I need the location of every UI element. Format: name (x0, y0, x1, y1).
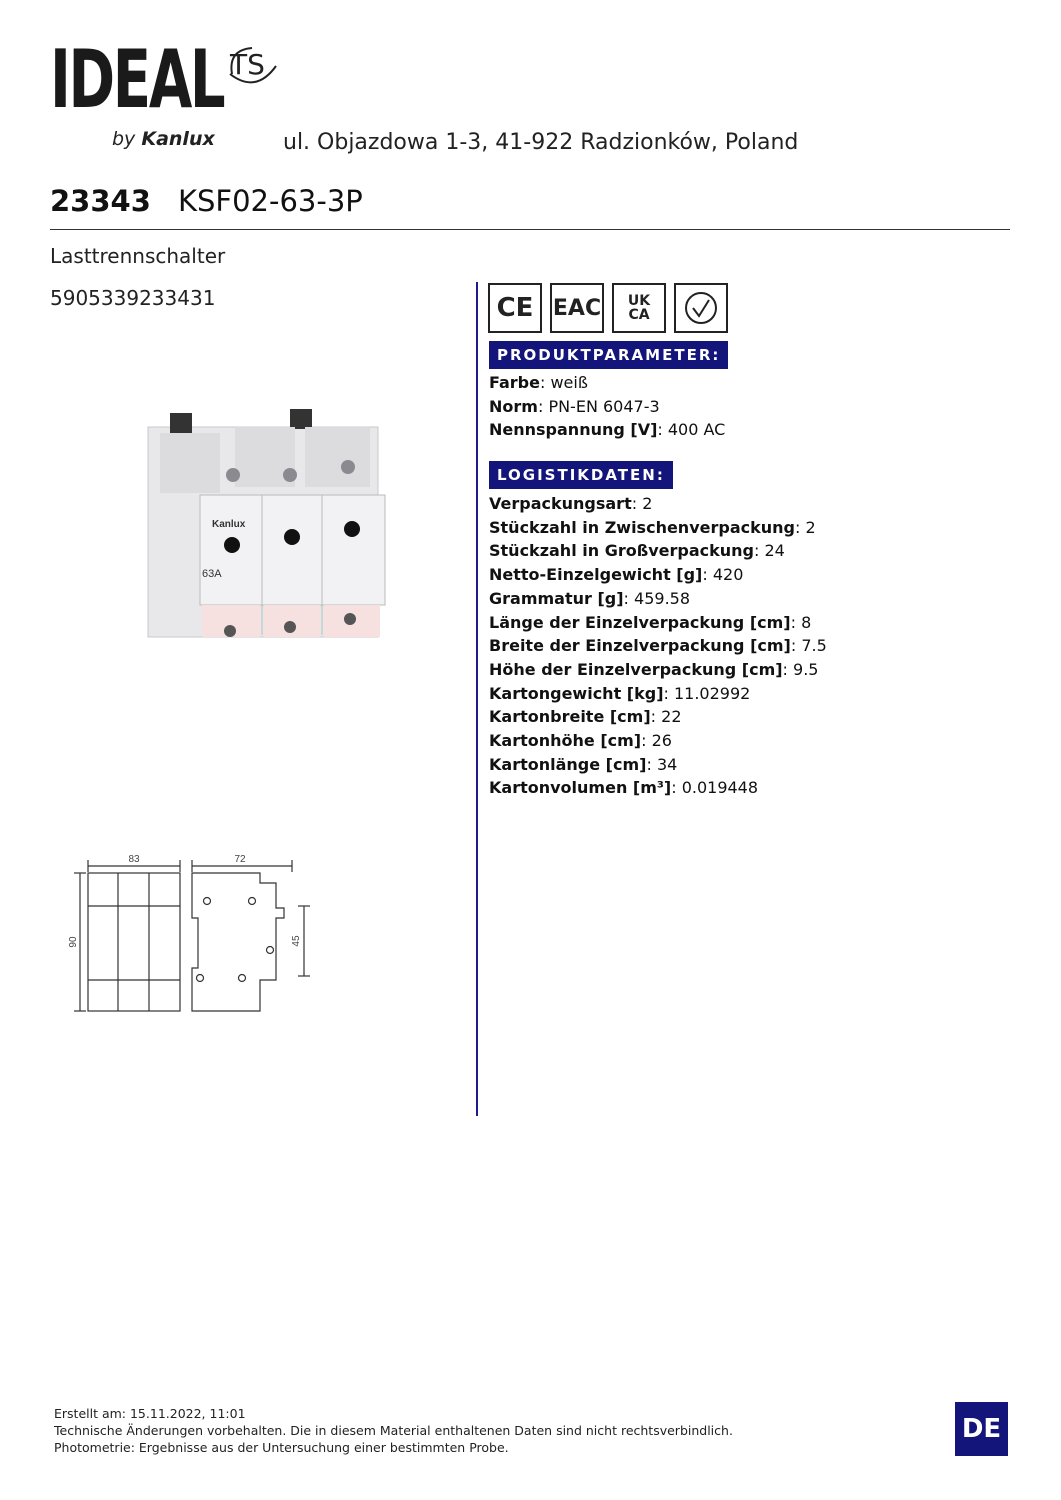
footer-created: Erstellt am: 15.11.2022, 11:01 (54, 1406, 246, 1421)
technical-drawing (60, 848, 320, 1018)
photo-rating-label: 63A (202, 568, 222, 580)
product-category: Lasttrennschalter (50, 244, 226, 268)
rohs-check-symbol-icon (683, 290, 719, 326)
footer-disclaimer: Technische Änderungen vorbehalten. Die in diesem Material enthaltenen Daten sind nicht rechtsverbindlich. (54, 1423, 733, 1438)
brand-byline (112, 128, 215, 150)
logistics-row: Kartonvolumen [m³]: 0.019448 (489, 778, 759, 798)
logo-ts-text: TS (230, 48, 265, 81)
footer-photometry: Photometrie: Ergebnisse aus der Untersuchung einer bestimmten Probe. (54, 1440, 509, 1455)
logistics-value: 0.019448 (681, 778, 759, 798)
logistics-value: 34 (656, 754, 678, 774)
param-label: Nennspannung [V] (489, 420, 658, 440)
eac-mark-icon (550, 283, 604, 333)
ukca-mark-icon (612, 283, 666, 333)
logistics-list (489, 492, 827, 800)
logistics-label: Kartonlänge [cm] (489, 754, 647, 774)
logistics-row: Höhe der Einzelverpackung [cm]: 9.5 (489, 659, 819, 679)
logistics-label: Länge der Einzelverpackung [cm] (489, 612, 791, 632)
dim-depth-label: 72 (234, 854, 246, 865)
param-value: weiß (550, 373, 588, 392)
param-label: Norm (489, 396, 538, 416)
logistics-heading: LOGISTIKDATEN: (489, 461, 673, 489)
company-address: ul. Objazdowa 1-3, 41-922 Radzionków, Poland (283, 130, 799, 155)
logistics-label: Verpackungsart (489, 494, 632, 513)
logistics-label: Kartonbreite [cm] (489, 707, 651, 727)
logistics-label: Kartongewicht [kg] (489, 683, 664, 703)
logistics-value: 11.02992 (673, 683, 751, 703)
logistics-value: 459.58 (634, 588, 691, 608)
logistics-row: Grammatur [g]: 459.58 (489, 588, 691, 608)
eac-mark-text: EAC (552, 295, 602, 321)
logistics-row: Kartongewicht [kg]: 11.02992 (489, 683, 751, 703)
param-label: Farbe (489, 373, 540, 392)
logistics-row: Kartonhöhe [cm]: 26 (489, 731, 672, 751)
ukca-mark-text: UK CA (627, 293, 651, 323)
logistics-label: Kartonhöhe [cm] (489, 731, 642, 751)
logistics-label: Breite der Einzelverpackung [cm] (489, 636, 791, 656)
column-divider (476, 282, 478, 1116)
logistics-row: Länge der Einzelverpackung [cm]: 8 (489, 612, 812, 632)
product-photo (140, 405, 390, 660)
logistics-label: Netto-Einzelgewicht [g] (489, 565, 703, 585)
logistics-row: Stückzahl in Zwischenverpackung: 2 (489, 517, 816, 537)
logistics-label: Höhe der Einzelverpackung [cm] (489, 659, 783, 679)
logistics-label: Kartonvolumen [m³] (489, 778, 672, 798)
logistics-row: Breite der Einzelverpackung [cm]: 7.5 (489, 636, 827, 656)
dim-inner-label: 45 (291, 935, 302, 947)
logistics-value: 420 (712, 565, 744, 585)
language-badge: DE (955, 1402, 1008, 1456)
logistics-value: 2 (805, 517, 816, 537)
photo-brand-label: Kanlux (212, 519, 246, 530)
product-name: KSF02-63-3P (178, 184, 363, 218)
param-value: PN-EN 6047-3 (548, 396, 660, 416)
dim-width-label: 83 (128, 854, 140, 865)
product-ean: 5905339233431 (50, 286, 216, 310)
logistics-row: Netto-Einzelgewicht [g]: 420 (489, 565, 744, 585)
param-row: Nennspannung [V]: 400 AC (489, 420, 726, 440)
title-divider (50, 229, 1010, 230)
logistics-row: Verpackungsart: 2 (489, 494, 653, 513)
param-row: Farbe: weiß (489, 373, 588, 392)
param-row: Norm: PN-EN 6047-3 (489, 396, 660, 416)
logo-by-text: by (112, 128, 136, 150)
param-value: 400 AC (667, 420, 726, 440)
logistics-value: 8 (801, 612, 812, 632)
rohs-check-icon (674, 283, 728, 333)
logo-swoosh-icon (226, 44, 280, 90)
product-parameters-heading: PRODUKTPARAMETER: (489, 341, 728, 369)
ce-mark-icon (488, 283, 542, 333)
logistics-label: Stückzahl in Großverpackung (489, 541, 754, 561)
logistics-value: 2 (642, 494, 653, 513)
product-parameters-list (489, 371, 725, 442)
logistics-label: Stückzahl in Zwischenverpackung (489, 517, 795, 537)
logistics-row: Kartonbreite [cm]: 22 (489, 707, 682, 727)
page-footer (54, 1405, 733, 1456)
brand-logo: IDEAL (50, 33, 224, 126)
product-code: 23343 (50, 184, 151, 218)
logistics-label: Grammatur [g] (489, 588, 624, 608)
logistics-row: Kartonlänge [cm]: 34 (489, 754, 678, 774)
ce-mark-text: CE (496, 293, 534, 323)
logistics-value: 9.5 (793, 659, 819, 679)
logistics-value: 7.5 (801, 636, 827, 656)
logistics-row: Stückzahl in Großverpackung: 24 (489, 541, 785, 561)
logo-brand-text: Kanlux (141, 128, 215, 150)
logistics-value: 22 (661, 707, 682, 727)
dim-height-label: 90 (68, 936, 79, 948)
logistics-value: 24 (764, 541, 785, 561)
logistics-value: 26 (651, 731, 672, 751)
